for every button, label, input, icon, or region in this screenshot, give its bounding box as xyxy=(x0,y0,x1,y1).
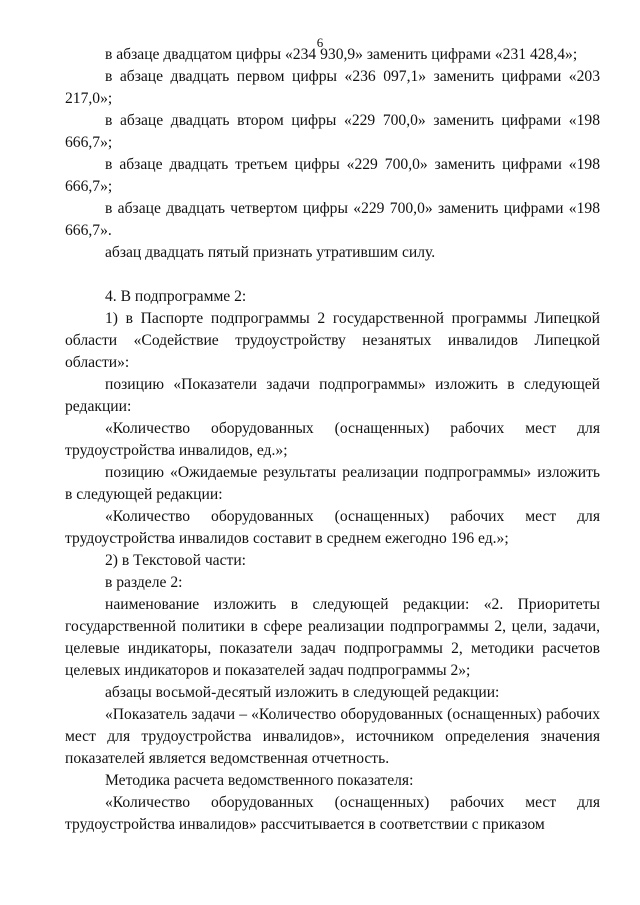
section-heading-subprogram-2: 4. В подпрограмме 2: xyxy=(105,288,247,305)
paragraph-amend-20: в абзаце двадцатом цифры «234 930,9» заменить цифрами «231 428,4»; xyxy=(105,46,578,63)
paragraph-indicators-position: позицию «Показатели задачи подпрограммы» изложить в следующей редакции: xyxy=(65,376,600,415)
paragraph-method-heading: Методика расчета ведомственного показателя: xyxy=(105,772,414,789)
paragraph-results-position: позицию «Ожидаемые результаты реализации подпрограммы» изложить в следующей редакции: xyxy=(65,464,600,503)
document-body xyxy=(65,44,600,836)
paragraph-text-part: 2) в Текстовой части: xyxy=(105,552,246,569)
paragraph-amend-24: в абзаце двадцать четвертом цифры «229 700,0» заменить цифрами «198 666,7». xyxy=(65,200,600,239)
paragraph-indicators-text: «Количество оборудованных (оснащенных) рабочих мест для трудоустройства инвалидов, ед.»; xyxy=(65,420,600,459)
paragraph-section-title: наименование изложить в следующей редакции: «2. Приоритеты государственной политики в сфере реализации подпрограммы 2, цели, задачи, целевые индикаторы, показатели задач подпрограммы 2, методики расчетов целевых индикаторов и показателей задач подпрограммы 2»; xyxy=(65,596,600,679)
paragraph-amend-22: в абзаце двадцать втором цифры «229 700,0» заменить цифрами «198 666,7»; xyxy=(65,112,600,151)
paragraph-task-indicator: «Показатель задачи – «Количество оборудованных (оснащенных) рабочих мест для трудоустройства инвалидов», источником определения значения показателей является ведомственная отчетность. xyxy=(65,706,600,767)
paragraph-amend-21: в абзаце двадцать первом цифры «236 097,1» заменить цифрами «203 217,0»; xyxy=(65,68,600,107)
paragraph-amend-25: абзац двадцать пятый признать утратившим силу. xyxy=(105,244,436,261)
paragraph-results-text: «Количество оборудованных (оснащенных) рабочих мест для трудоустройства инвалидов составит в среднем ежегодно 196 ед.»; xyxy=(65,508,600,547)
paragraph-passport: 1) в Паспорте подпрограммы 2 государственной программы Липецкой области «Содействие трудоустройству незанятых инвалидов Липецкой области»: xyxy=(65,310,600,371)
page-number: 6 xyxy=(316,35,324,50)
paragraph-paragraphs-8-10: абзацы восьмой-десятый изложить в следующей редакции: xyxy=(105,684,500,701)
paragraph-section-2: в разделе 2: xyxy=(105,574,183,591)
paragraph-amend-23: в абзаце двадцать третьем цифры «229 700,0» заменить цифрами «198 666,7»; xyxy=(65,156,600,195)
paragraph-method-text: «Количество оборудованных (оснащенных) рабочих мест для трудоустройства инвалидов» рассчитывается в соответствии с приказом xyxy=(65,794,600,833)
